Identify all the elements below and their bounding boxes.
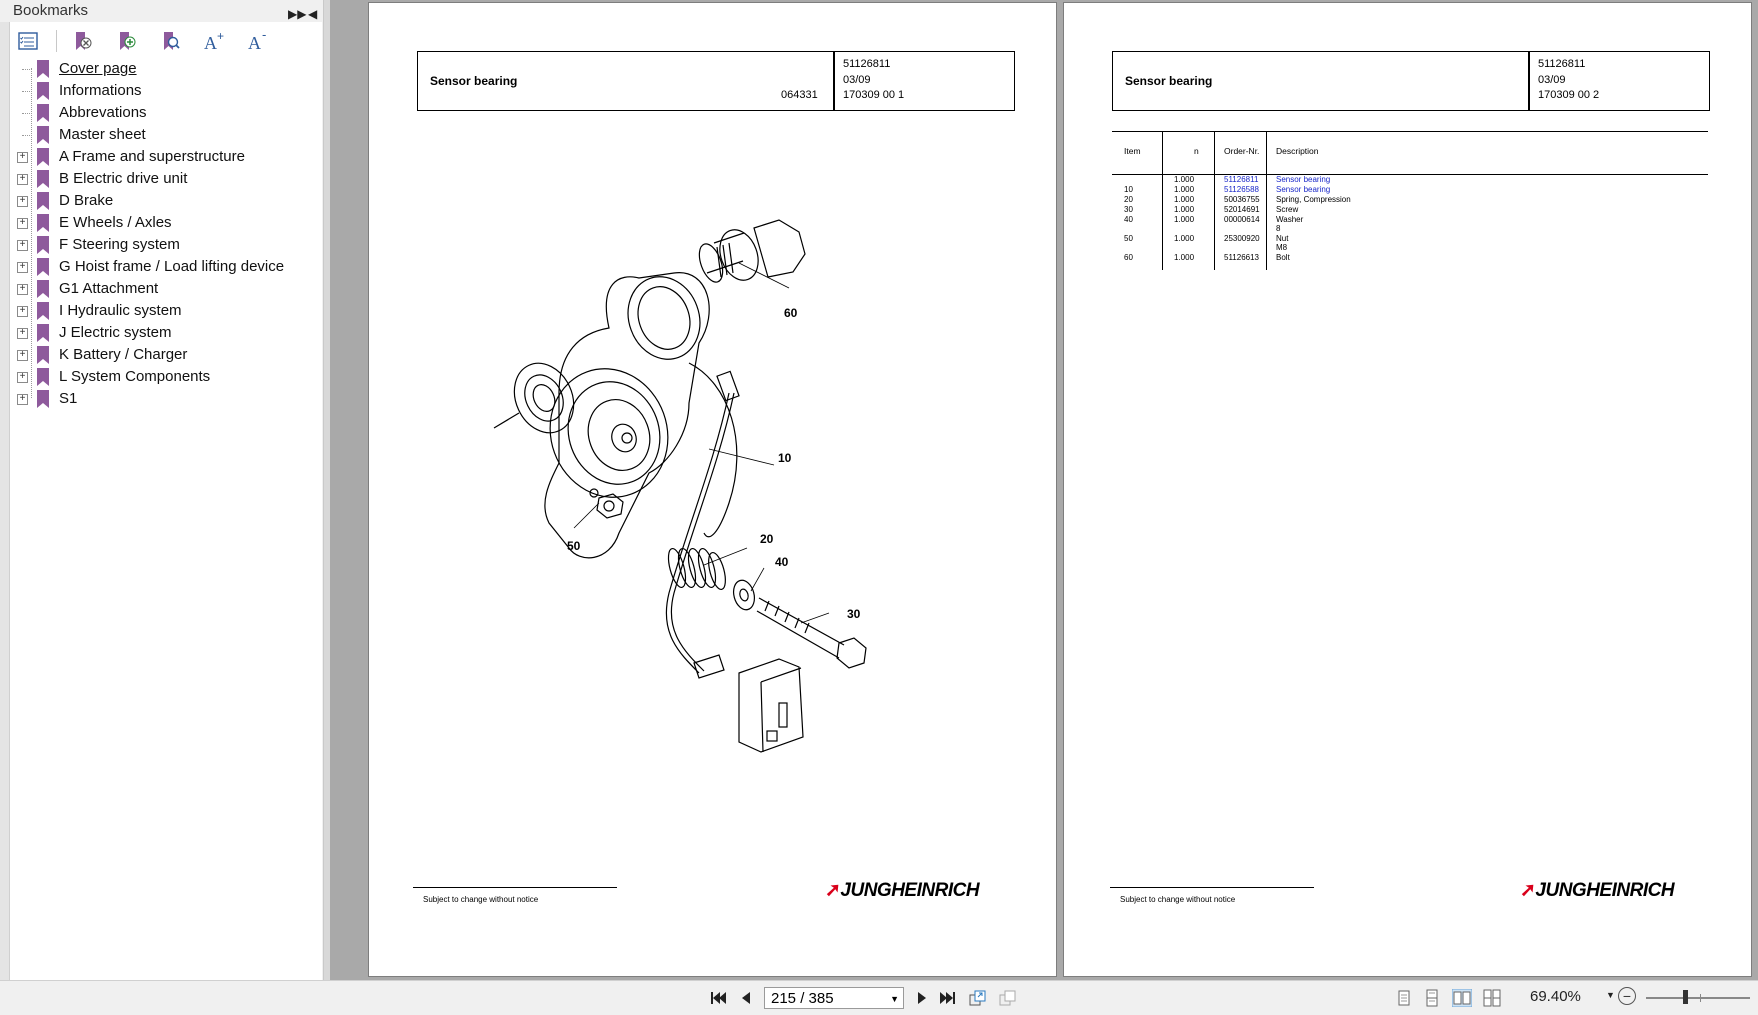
col-n: n: [1194, 146, 1199, 156]
bookmark-label: K Battery / Charger: [59, 346, 188, 363]
bookmark-icon: [36, 148, 50, 166]
revision-date: 03/09: [1538, 74, 1566, 86]
bookmark-icon: [36, 280, 50, 298]
delete-bookmark-icon[interactable]: [70, 29, 94, 53]
bookmark-item[interactable]: [10, 58, 322, 80]
footer-note: Subject to change without notice: [423, 895, 539, 904]
side-tab-strip: [0, 22, 10, 980]
bookmark-icon: [36, 302, 50, 320]
first-page-icon[interactable]: [708, 989, 728, 1007]
page-number-input[interactable]: [764, 987, 904, 1009]
svg-text:+: +: [217, 29, 225, 43]
callout-30: 30: [847, 607, 861, 621]
bookmark-item[interactable]: [10, 102, 322, 124]
expand-icon[interactable]: +: [17, 306, 28, 317]
cell-n: 1.000: [1174, 234, 1195, 243]
bookmark-label: B Electric drive unit: [59, 170, 188, 187]
cell-description: Washer: [1276, 215, 1304, 224]
bookmarks-toolbar: [10, 22, 322, 58]
bookmark-item[interactable]: [10, 322, 322, 344]
cell-description: Bolt: [1276, 253, 1290, 262]
bookmark-label: G Hoist frame / Load lifting device: [59, 258, 285, 275]
bookmarks-panel: [0, 0, 324, 980]
bookmark-label: L System Components: [59, 368, 211, 385]
footer-note: Subject to change without notice: [1120, 895, 1236, 904]
bookmark-icon: [36, 170, 50, 188]
logo-arrow-icon: ➚: [825, 880, 841, 901]
bookmark-label: A Frame and superstructure: [59, 148, 245, 165]
tree-connector: [22, 113, 30, 114]
tree-connector: [22, 69, 30, 70]
bookmark-icon: [36, 126, 50, 144]
cell-item: 30: [1124, 205, 1133, 214]
table-row: [1112, 205, 1708, 215]
bookmark-label: Master sheet: [59, 126, 146, 143]
cell-item: 50: [1124, 234, 1133, 243]
bookmark-item[interactable]: [10, 388, 322, 410]
bookmark-label: G1 Attachment: [59, 280, 159, 297]
expand-icon[interactable]: +: [17, 328, 28, 339]
bookmark-item[interactable]: [10, 212, 322, 234]
parts-table-header: [1112, 131, 1708, 175]
footer-rule: [413, 887, 617, 888]
bookmark-label: F Steering system: [59, 236, 180, 253]
cell-order-number[interactable]: 51126588: [1224, 185, 1259, 194]
cell-description: Spring, Compression: [1276, 195, 1351, 204]
page-right-header-box: [1112, 51, 1710, 111]
last-page-icon[interactable]: [938, 989, 958, 1007]
bookmark-label: Abbrevations: [59, 104, 147, 121]
bookmarks-title: Bookmarks: [13, 2, 89, 19]
bookmark-label: Informations: [59, 82, 142, 99]
tree-connector: [22, 135, 30, 136]
zoom-out-button[interactable]: −: [1618, 987, 1636, 1005]
logo-text: JUNGHEINRICH: [840, 880, 980, 901]
bookmark-item[interactable]: [10, 278, 322, 300]
col-item: Item: [1124, 146, 1141, 156]
bookmark-icon: [36, 236, 50, 254]
navigation-bar: [0, 980, 1758, 1015]
page-right-title: Sensor bearing: [1125, 74, 1213, 88]
callout-10: 10: [778, 451, 792, 465]
sheet-code: 170309 00 2: [1538, 89, 1600, 101]
increase-font-icon[interactable]: [202, 29, 226, 53]
cell-n: 1.000: [1174, 253, 1195, 262]
bookmark-icon: [36, 390, 50, 408]
cell-description: Screw: [1276, 205, 1299, 214]
expand-icon[interactable]: +: [17, 372, 28, 383]
zoom-level[interactable]: 69.40%: [1530, 988, 1581, 1005]
cell-description-extra: M8: [1276, 243, 1288, 252]
cell-description: Nut: [1276, 234, 1289, 243]
previous-page-icon[interactable]: [736, 989, 756, 1007]
expand-icon[interactable]: +: [17, 284, 28, 295]
chevron-down-icon[interactable]: ▼: [890, 994, 899, 1004]
page-indicator: 215 / 385: [771, 990, 834, 1007]
table-row: [1112, 253, 1708, 263]
table-row[interactable]: [1112, 175, 1708, 185]
zoom-slider-tick: [1700, 994, 1701, 1002]
bookmark-icon: [36, 82, 50, 100]
collapse-panel-icon[interactable]: ◀: [308, 7, 318, 21]
jungheinrich-logo: [825, 879, 979, 902]
part-number: 51126811: [1538, 58, 1586, 70]
exploded-parts-drawing: [489, 203, 909, 783]
bookmark-options-icon[interactable]: [16, 29, 40, 53]
previous-view-icon[interactable]: [968, 989, 988, 1007]
expand-icon[interactable]: +: [17, 174, 28, 185]
bookmark-item[interactable]: [10, 300, 322, 322]
bookmark-icon: [36, 214, 50, 232]
cell-description[interactable]: Sensor bearing: [1276, 185, 1331, 194]
expand-icon[interactable]: +: [17, 240, 28, 251]
page-left: [368, 2, 1057, 977]
part-number: 51126811: [843, 58, 891, 70]
expand-icon[interactable]: +: [17, 196, 28, 207]
bookmark-item[interactable]: [10, 190, 322, 212]
svg-text:A: A: [204, 33, 217, 53]
find-bookmark-icon[interactable]: [158, 29, 182, 53]
cell-item: 40: [1124, 215, 1133, 224]
next-page-icon[interactable]: [912, 989, 932, 1007]
bookmark-item[interactable]: [10, 344, 322, 366]
cell-n: 1.000: [1174, 175, 1195, 184]
svg-text:-: -: [262, 29, 267, 42]
bookmark-icon: [36, 258, 50, 276]
table-row: [1112, 234, 1708, 252]
cell-order-number: 25300920: [1224, 234, 1260, 243]
header-divider: [833, 52, 835, 110]
page-left-title: Sensor bearing: [430, 74, 518, 88]
bookmark-item[interactable]: [10, 366, 322, 388]
bookmark-icon: [36, 368, 50, 386]
bookmark-item[interactable]: [10, 146, 322, 168]
expand-icon[interactable]: +: [17, 152, 28, 163]
callout-60: 60: [784, 306, 798, 320]
callout-40: 40: [775, 555, 789, 569]
expand-icon[interactable]: +: [17, 350, 28, 361]
table-row[interactable]: [1112, 185, 1708, 195]
bookmark-item[interactable]: [10, 80, 322, 102]
expand-panel-icon[interactable]: ▶▶: [288, 7, 307, 21]
cell-item: 20: [1124, 195, 1133, 204]
bookmark-label: D Brake: [59, 192, 114, 209]
bookmark-item[interactable]: [10, 124, 322, 146]
page-left-header-box: [417, 51, 1015, 111]
cell-item: 10: [1124, 185, 1133, 194]
table-row: [1112, 195, 1708, 205]
bookmarks-tree-panel: [10, 22, 322, 980]
expand-icon[interactable]: +: [17, 262, 28, 273]
bookmark-item[interactable]: [10, 168, 322, 190]
svg-text:A: A: [248, 33, 261, 53]
single-page-view-icon[interactable]: [1394, 989, 1414, 1007]
cell-n: 1.000: [1174, 195, 1195, 204]
header-divider: [1528, 52, 1530, 110]
cell-order-number: 50036755: [1224, 195, 1260, 204]
page-right: [1063, 2, 1752, 977]
cell-order-number: 52014691: [1224, 205, 1260, 214]
bookmark-list: [10, 58, 322, 410]
bookmark-label: S1: [59, 390, 78, 407]
cell-item: 60: [1124, 253, 1133, 262]
col-order: Order-Nr.: [1224, 146, 1260, 156]
sheet-code: 170309 00 1: [843, 89, 905, 101]
col-description: Description: [1276, 146, 1319, 156]
bookmark-icon: [36, 324, 50, 342]
cell-n: 1.000: [1174, 215, 1195, 224]
cell-order-number[interactable]: 51126811: [1224, 175, 1259, 184]
logo-text: JUNGHEINRICH: [1535, 880, 1675, 901]
jungheinrich-logo: [1520, 879, 1674, 902]
cell-description[interactable]: Sensor bearing: [1276, 175, 1331, 184]
decrease-font-icon[interactable]: [246, 29, 270, 53]
expand-icon[interactable]: +: [17, 394, 28, 405]
bookmark-label: E Wheels / Axles: [59, 214, 172, 231]
drawing-number: 064331: [781, 89, 818, 101]
two-page-view-icon[interactable]: [1452, 989, 1472, 1007]
cell-order-number: 51126613: [1224, 253, 1259, 262]
tree-connector: [22, 91, 30, 92]
bookmark-icon: [36, 104, 50, 122]
bookmark-icon: [36, 60, 50, 78]
cell-description-extra: 8: [1276, 224, 1281, 233]
bookmark-label: I Hydraulic system: [59, 302, 182, 319]
next-view-icon[interactable]: [998, 989, 1018, 1007]
add-bookmark-icon[interactable]: [114, 29, 138, 53]
zoom-slider-thumb[interactable]: [1683, 990, 1688, 1004]
table-row: [1112, 215, 1708, 233]
toolbar-separator: [56, 30, 57, 52]
bookmark-item[interactable]: [10, 234, 322, 256]
bookmark-icon: [36, 192, 50, 210]
revision-date: 03/09: [843, 74, 871, 86]
bookmark-label: Cover page: [59, 60, 137, 77]
footer-rule: [1110, 887, 1314, 888]
zoom-dropdown-icon[interactable]: ▼: [1606, 990, 1615, 1000]
cell-order-number: 00000614: [1224, 215, 1260, 224]
document-view: [330, 0, 1758, 980]
continuous-view-icon[interactable]: [1422, 989, 1442, 1007]
expand-icon[interactable]: +: [17, 218, 28, 229]
bookmark-item[interactable]: [10, 256, 322, 278]
bookmark-label: J Electric system: [59, 324, 172, 341]
zoom-slider-track[interactable]: [1646, 997, 1750, 999]
bookmarks-header: [0, 0, 323, 22]
callout-50: 50: [567, 539, 581, 553]
cell-n: 1.000: [1174, 205, 1195, 214]
bookmark-icon: [36, 346, 50, 364]
callout-20: 20: [760, 532, 774, 546]
cell-n: 1.000: [1174, 185, 1195, 194]
logo-arrow-icon: ➚: [1520, 880, 1536, 901]
two-page-continuous-icon[interactable]: [1482, 989, 1502, 1007]
